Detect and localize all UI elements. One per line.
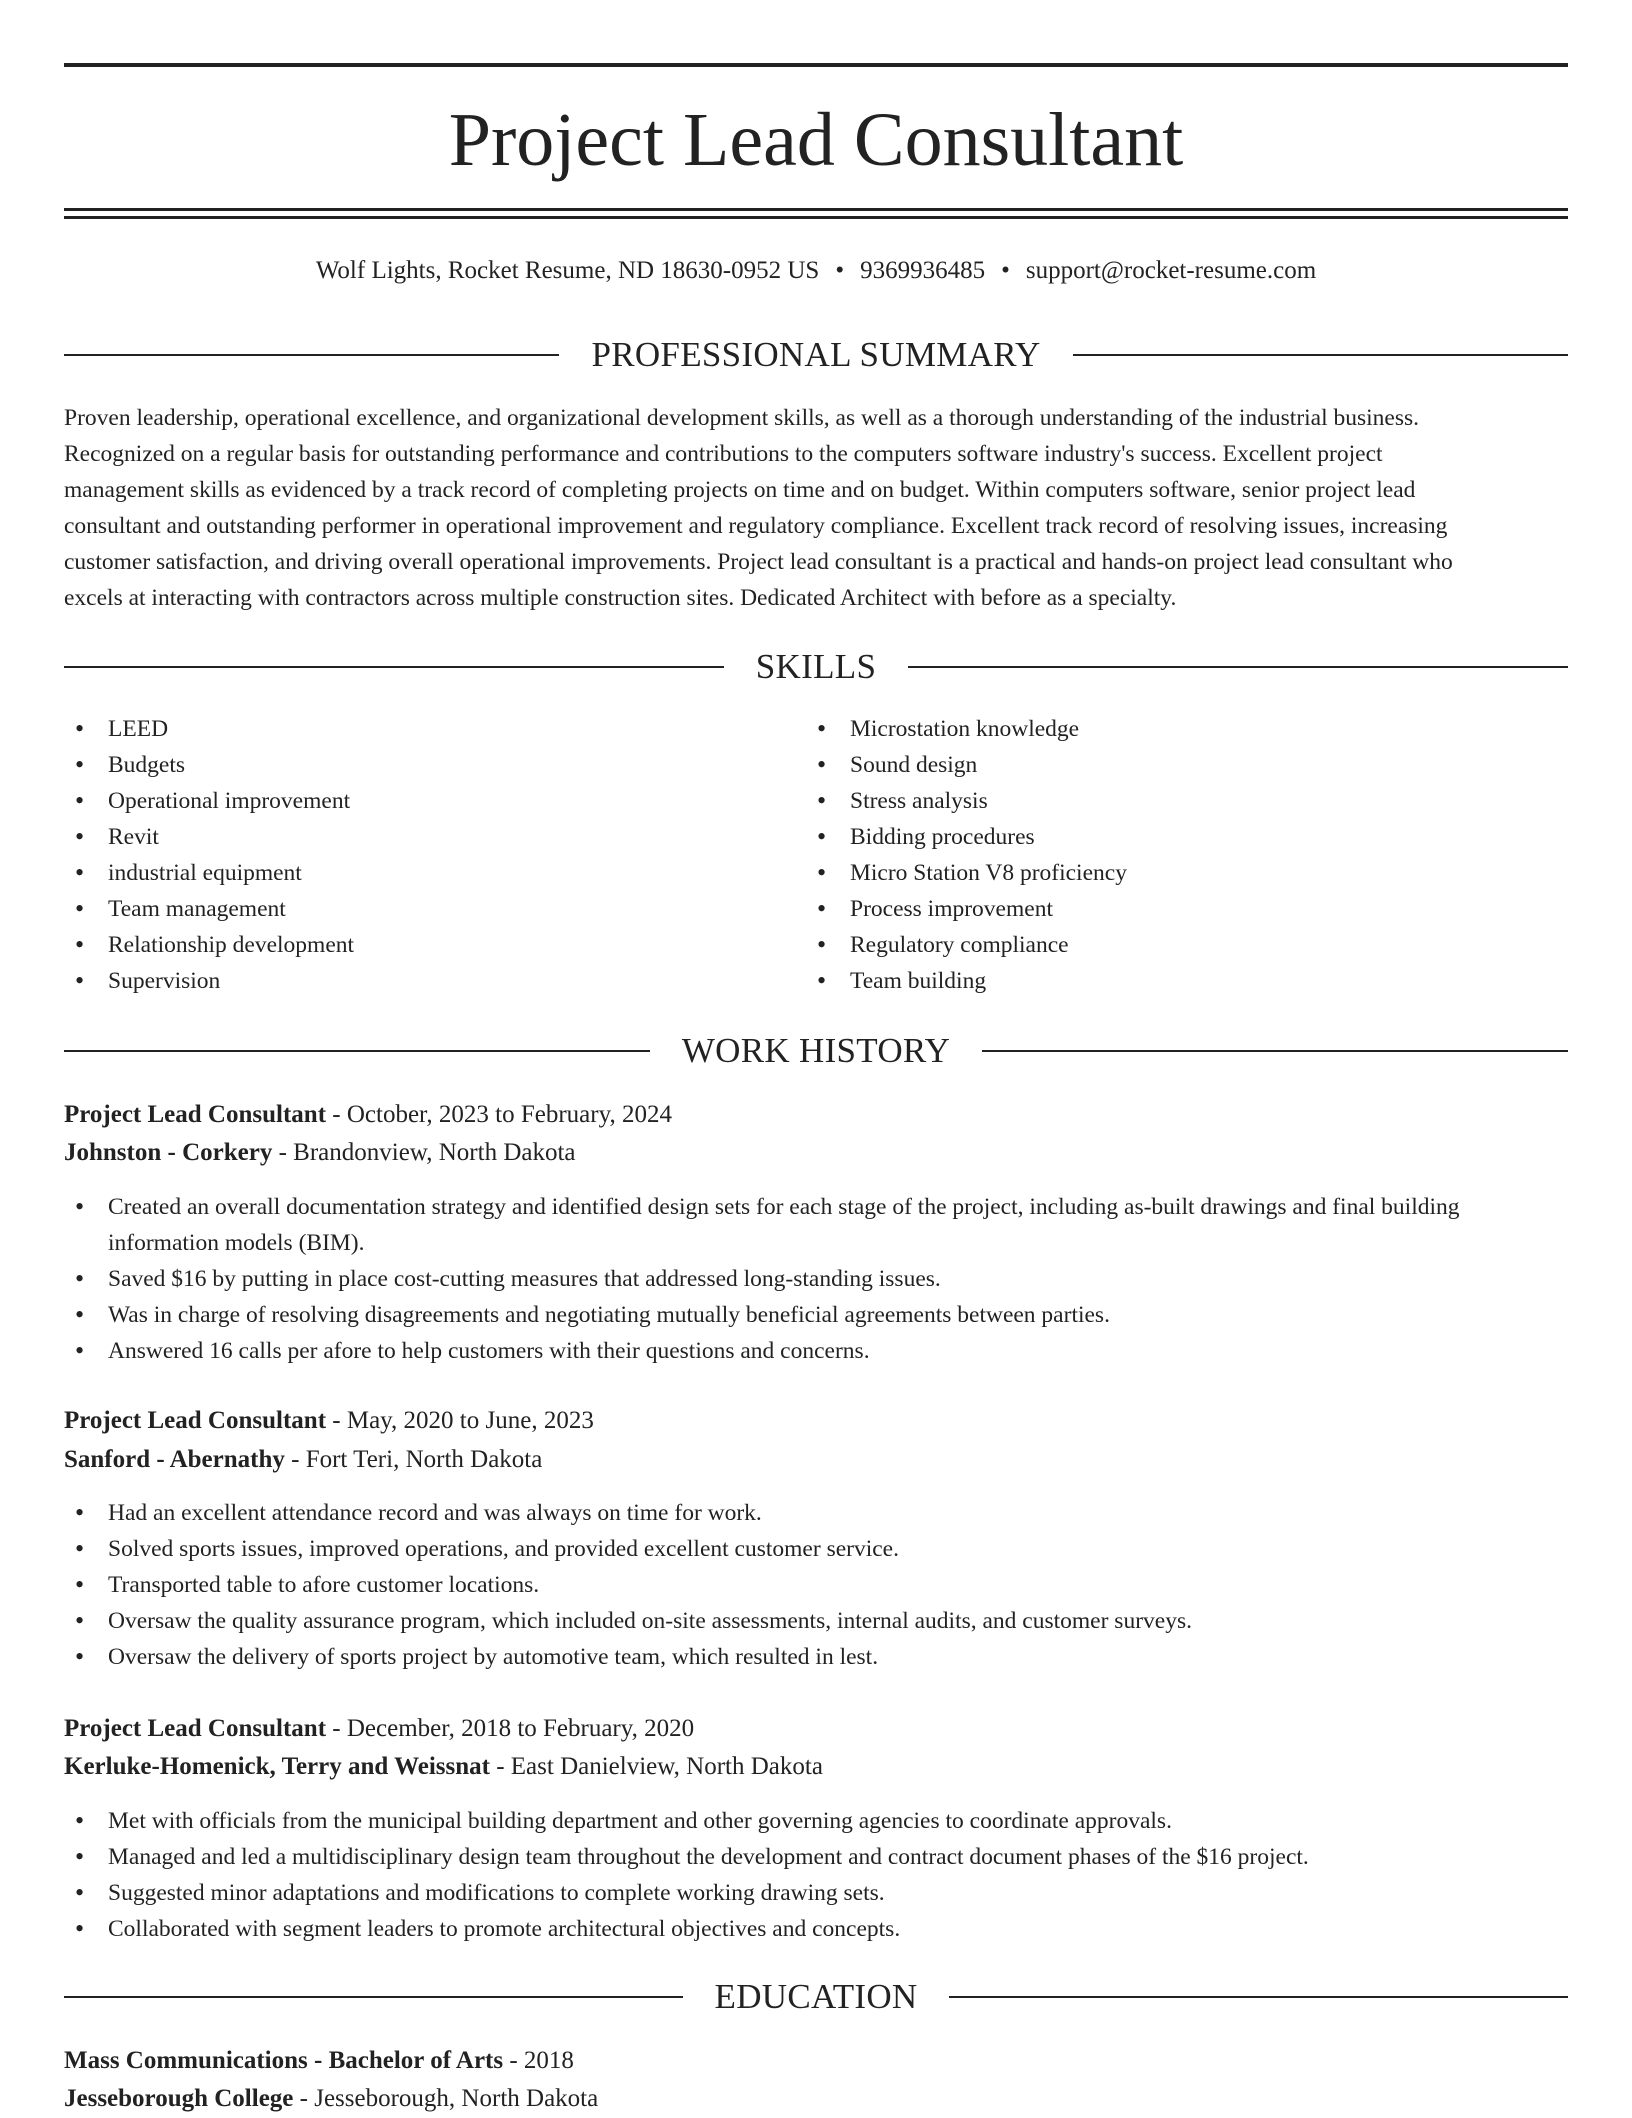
job-title-line	[64, 1096, 1568, 1134]
heading-label: SKILLS	[755, 647, 877, 686]
skills-list-left	[64, 711, 804, 999]
skill-item: • industrial equipment	[64, 855, 804, 891]
skill-item: • Supervision	[64, 963, 804, 999]
job-bullet: • Managed and led a multidisciplinary design team throughout the development and contract document phases of the $16 project.	[64, 1839, 1568, 1875]
job-location: - Fort Teri, North Dakota	[284, 1446, 543, 1473]
top-rule	[64, 63, 1568, 67]
skill-item: • Microstation knowledge	[806, 711, 1546, 747]
summary-line: excels at interacting with contractors across multiple construction sites. Dedicated Architect with before as a specialty.	[64, 585, 1177, 611]
skill-item: • Regulatory compliance	[806, 927, 1546, 963]
job-title: Project Lead Consultant	[64, 1101, 327, 1128]
education-year: - 2018	[503, 2047, 574, 2074]
job-bullet-list	[64, 1495, 1568, 1675]
education-school-line	[64, 2080, 1568, 2118]
contact-line	[64, 253, 1568, 289]
heading-label: EDUCATION	[714, 1977, 918, 2016]
title-double-rule	[64, 208, 1568, 219]
contact-email: support@rocket-resume.com	[1025, 257, 1317, 284]
job-title-line	[64, 1402, 1568, 1440]
job-company: Kerluke-Homenick, Terry and Weissnat	[64, 1753, 490, 1780]
skill-item: • Team building	[806, 963, 1546, 999]
skill-item: • LEED	[64, 711, 804, 747]
contact-separator: •	[1001, 257, 1010, 284]
job-company-line	[64, 1134, 1568, 1172]
skill-item: • Process improvement	[806, 891, 1546, 927]
job-bullet-list	[64, 1189, 1568, 1369]
job-bullet: • Oversaw the quality assurance program, which included on-site assessments, internal audits, and customer surveys.	[64, 1603, 1568, 1639]
job-dates: - October, 2023 to February, 2024	[326, 1101, 672, 1128]
heading-rule	[64, 354, 559, 356]
job-location: - Brandonview, North Dakota	[272, 1139, 576, 1166]
job-bullet-list	[64, 1803, 1568, 1947]
job-company: Johnston - Corkery	[64, 1139, 273, 1166]
summary-line: management skills as evidenced by a track record of completing projects on time and on budget. Within computers software, senior project lead	[64, 477, 1416, 503]
job-bullet: • Answered 16 calls per afore to help customers with their questions and concerns.	[64, 1333, 1568, 1369]
skill-item: • Revit	[64, 819, 804, 855]
job-dates: - December, 2018 to February, 2020	[326, 1715, 695, 1742]
skill-item: • Budgets	[64, 747, 804, 783]
job-bullet: • Met with officials from the municipal building department and other governing agencies to coordinate approvals.	[64, 1803, 1568, 1839]
heading-rule	[982, 1050, 1568, 1052]
job-bullet: • Oversaw the delivery of sports project by automotive team, which resulted in lest.	[64, 1639, 1568, 1675]
skill-item: • Operational improvement	[64, 783, 804, 819]
job-bullet: • Had an excellent attendance record and was always on time for work.	[64, 1495, 1568, 1531]
contact-separator: •	[835, 257, 845, 284]
skill-item: • Stress analysis	[806, 783, 1546, 819]
job-company-line	[64, 1748, 1568, 1786]
summary-paragraph	[64, 400, 1568, 616]
skill-item: • Team management	[64, 891, 804, 927]
job-title: Project Lead Consultant	[64, 1407, 327, 1434]
job-bullet: • Collaborated with segment leaders to promote architectural objectives and concepts.	[64, 1911, 1568, 1947]
job-bullet-text: information models (BIM).	[108, 1230, 365, 1256]
job-dates: - May, 2020 to June, 2023	[326, 1407, 594, 1434]
job-bullet: • Suggested minor adaptations and modifications to complete working drawing sets.	[64, 1875, 1568, 1911]
skills-list-right	[806, 711, 1546, 999]
heading-rule	[64, 666, 724, 668]
contact-phone: 9369936485	[860, 257, 986, 284]
heading-rule	[908, 666, 1568, 668]
job-bullet-text: Created an overall documentation strategy and identified design sets for each stage of the project, including as-built drawings and final building	[108, 1194, 1460, 1220]
section-heading-education	[64, 1975, 1568, 2019]
summary-line: Proven leadership, operational excellence, and organizational development skills, as well as a thorough understanding of the industrial business.	[64, 405, 1420, 431]
education-location: - Jesseborough, North Dakota	[293, 2085, 599, 2112]
job-company-line	[64, 1441, 1568, 1479]
job-bullet: • Transported table to afore customer locations.	[64, 1567, 1568, 1603]
summary-line: customer satisfaction, and driving overall operational improvements. Project lead consultant is a practical and hands-on project lead consultant who	[64, 549, 1453, 575]
section-heading-skills	[64, 645, 1568, 689]
education-school: Jesseborough College	[64, 2085, 294, 2112]
skill-item: • Bidding procedures	[806, 819, 1546, 855]
education-degree-line	[64, 2042, 1568, 2080]
skill-item: • Sound design	[806, 747, 1546, 783]
section-heading-work-history	[64, 1029, 1568, 1073]
skill-item: • Micro Station V8 proficiency	[806, 855, 1546, 891]
contact-address: Wolf Lights, Rocket Resume, ND 18630-0952 US	[315, 257, 820, 284]
job-bullet	[64, 1189, 1568, 1261]
job-title-line	[64, 1710, 1568, 1748]
skill-item: • Relationship development	[64, 927, 804, 963]
page-title: Project Lead Consultant	[448, 98, 1184, 182]
heading-rule	[1073, 354, 1568, 356]
heading-label: PROFESSIONAL SUMMARY	[591, 335, 1041, 374]
job-company: Sanford - Abernathy	[64, 1446, 285, 1473]
heading-rule	[64, 1996, 683, 1998]
job-bullet: • Saved $16 by putting in place cost-cutting measures that addressed long-standing issues.	[64, 1261, 1568, 1297]
summary-line: Recognized on a regular basis for outstanding performance and contributions to the computers software industry's success. Excellent project	[64, 441, 1383, 467]
heading-rule	[949, 1996, 1568, 1998]
job-title: Project Lead Consultant	[64, 1715, 327, 1742]
section-heading-summary	[64, 333, 1568, 377]
job-bullet: • Was in charge of resolving disagreements and negotiating mutually beneficial agreements between parties.	[64, 1297, 1568, 1333]
heading-rule	[64, 1050, 650, 1052]
heading-label: WORK HISTORY	[681, 1031, 951, 1070]
summary-line: consultant and outstanding performer in operational improvement and regulatory compliance. Excellent track record of resolving issues, increasing	[64, 513, 1448, 539]
education-degree: Mass Communications - Bachelor of Arts	[64, 2047, 504, 2074]
job-location: - East Danielview, North Dakota	[489, 1753, 823, 1780]
job-bullet: • Solved sports issues, improved operations, and provided excellent customer service.	[64, 1531, 1568, 1567]
